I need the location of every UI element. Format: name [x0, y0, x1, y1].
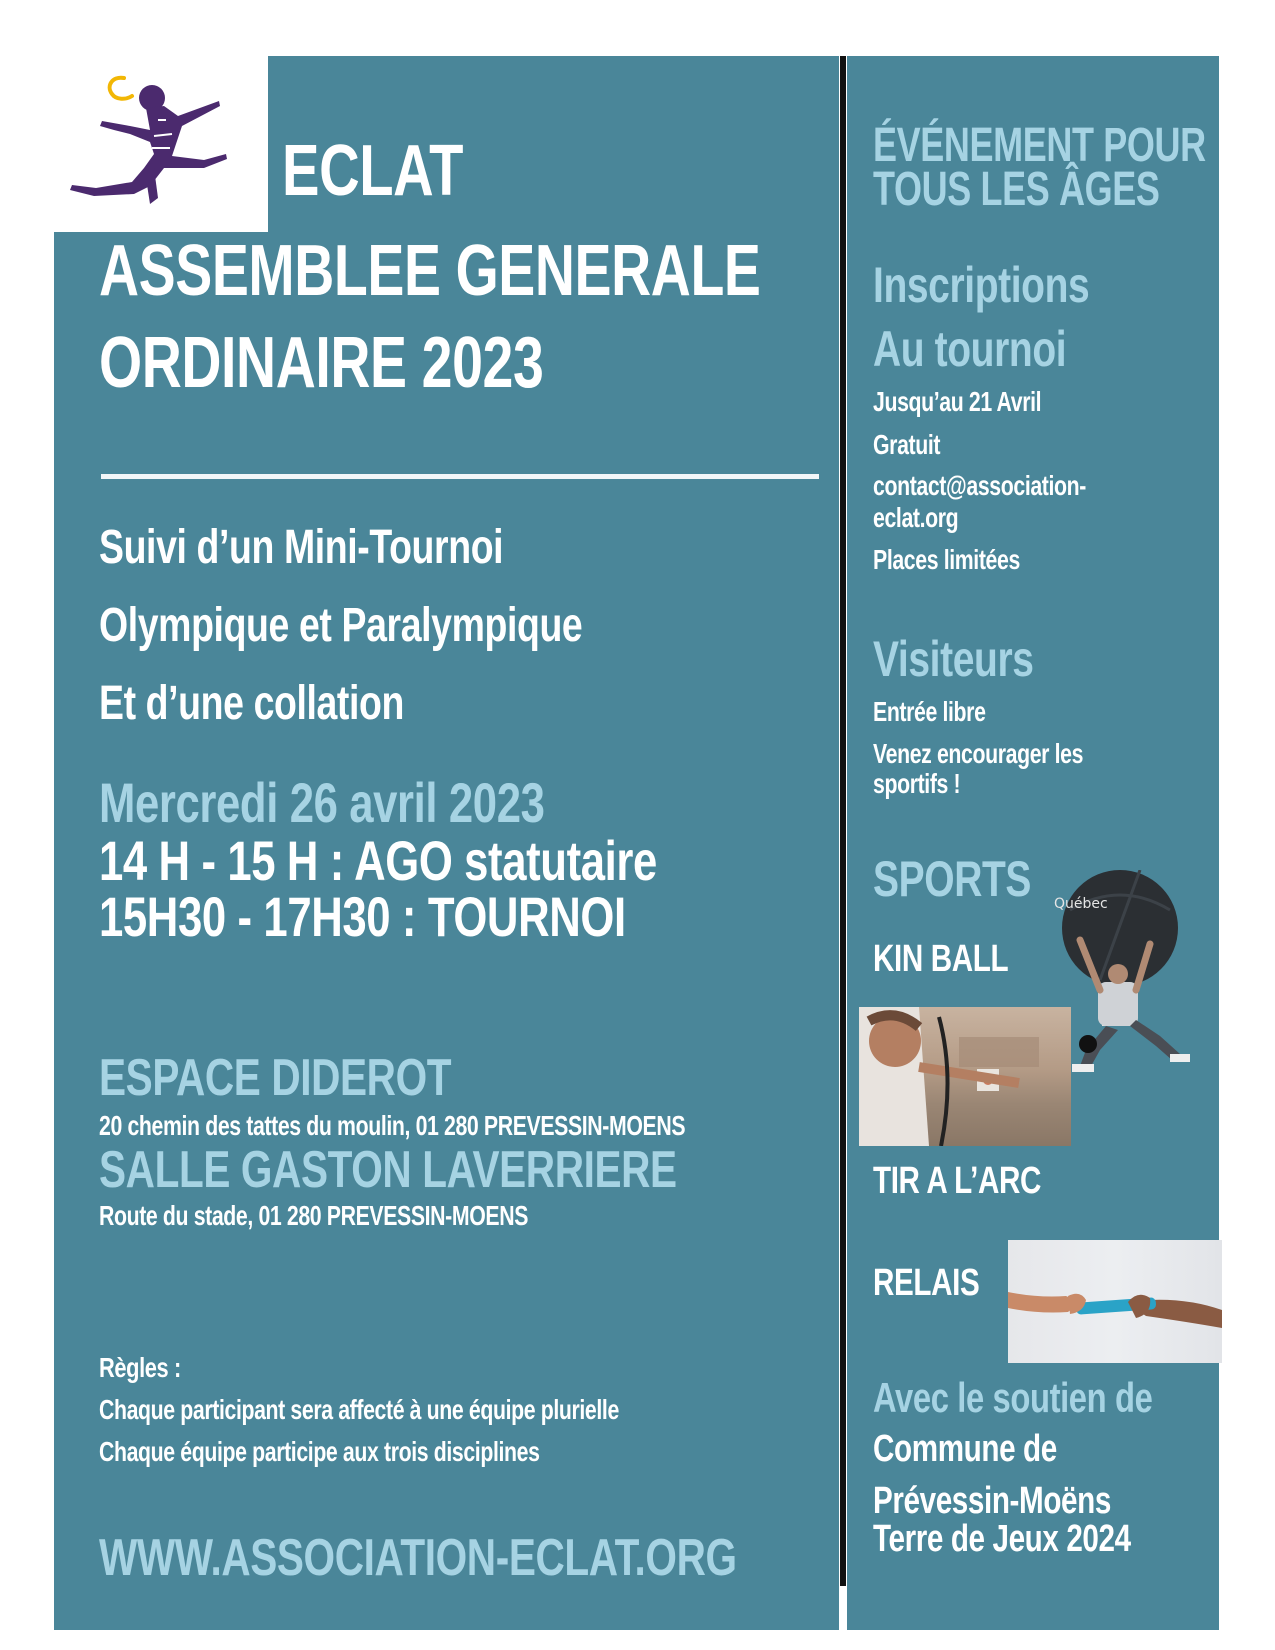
intro-line2: Olympique et Paralympique	[99, 599, 583, 652]
rules-line1: Chaque participant sera affecté à une équipe plurielle	[99, 1394, 619, 1425]
sport-archery: TIR A L’ARC	[873, 1160, 1042, 1202]
event-date: Mercredi 26 avril 2023	[99, 771, 545, 834]
contact-email-line2[interactable]: eclat.org	[873, 502, 959, 533]
relay-baton-photo	[1008, 1240, 1222, 1363]
visitors-entry: Entrée libre	[873, 696, 986, 727]
page-title-line1: ASSEMBLEE GENERALE	[99, 231, 761, 311]
title-separator	[101, 474, 819, 479]
support-line3: Terre de Jeux 2024	[873, 1518, 1131, 1560]
intro-line1: Suivi d’un Mini-Tournoi	[99, 521, 504, 574]
sport-relay: RELAIS	[873, 1262, 980, 1304]
rules-heading: Règles :	[99, 1352, 181, 1383]
event-audience-line2: TOUS LES ÂGES	[873, 163, 1160, 216]
registration-price: Gratuit	[873, 429, 941, 460]
sport-kinball: KIN BALL	[873, 938, 1009, 980]
venue2-address: Route du stade, 01 280 PREVESSIN-MOENS	[99, 1200, 529, 1231]
inscriptions-heading1: Inscriptions	[873, 257, 1090, 313]
registration-deadline: Jusqu’au 21 Avril	[873, 386, 1042, 417]
inscriptions-heading2: Au tournoi	[873, 321, 1067, 377]
support-heading: Avec le soutien de	[873, 1374, 1153, 1421]
contact-email-line1[interactable]: contact@association-	[873, 470, 1087, 501]
sports-heading: SPORTS	[873, 851, 1032, 907]
logo-box	[54, 56, 268, 232]
event-audience-line1: ÉVÉNEMENT POUR	[873, 119, 1206, 172]
column-divider	[840, 56, 846, 1586]
venue1-name: ESPACE DIDEROT	[99, 1049, 452, 1107]
schedule-slot1: 14 H - 15 H : AGO statutaire	[99, 829, 657, 892]
rules-line2: Chaque équipe participe aux trois disciplines	[99, 1436, 540, 1467]
archery-photo	[859, 1007, 1071, 1146]
schedule-slot2: 15H30 - 17H30 : TOURNOI	[99, 885, 626, 948]
venue2-name: SALLE GASTON LAVERRIERE	[99, 1141, 677, 1199]
support-line2: Prévessin-Moëns	[873, 1480, 1111, 1522]
eclat-logo-icon	[54, 56, 268, 232]
page-title-line2: ORDINAIRE 2023	[99, 323, 544, 403]
visitors-heading: Visiteurs	[873, 631, 1034, 687]
intro-line3: Et d’une collation	[99, 677, 404, 730]
kinball-print: Québec	[1054, 896, 1108, 912]
org-name: ECLAT	[282, 131, 464, 211]
visitors-cheer-line1: Venez encourager les	[873, 738, 1084, 769]
venue1-address: 20 chemin des tattes du moulin, 01 280 PREVESSIN-MOENS	[99, 1110, 686, 1141]
places-limited: Places limitées	[873, 544, 1020, 575]
visitors-cheer-line2: sportifs !	[873, 768, 961, 799]
support-line1: Commune de	[873, 1428, 1057, 1470]
website-link[interactable]: WWW.ASSOCIATION-ECLAT.ORG	[99, 1529, 737, 1587]
